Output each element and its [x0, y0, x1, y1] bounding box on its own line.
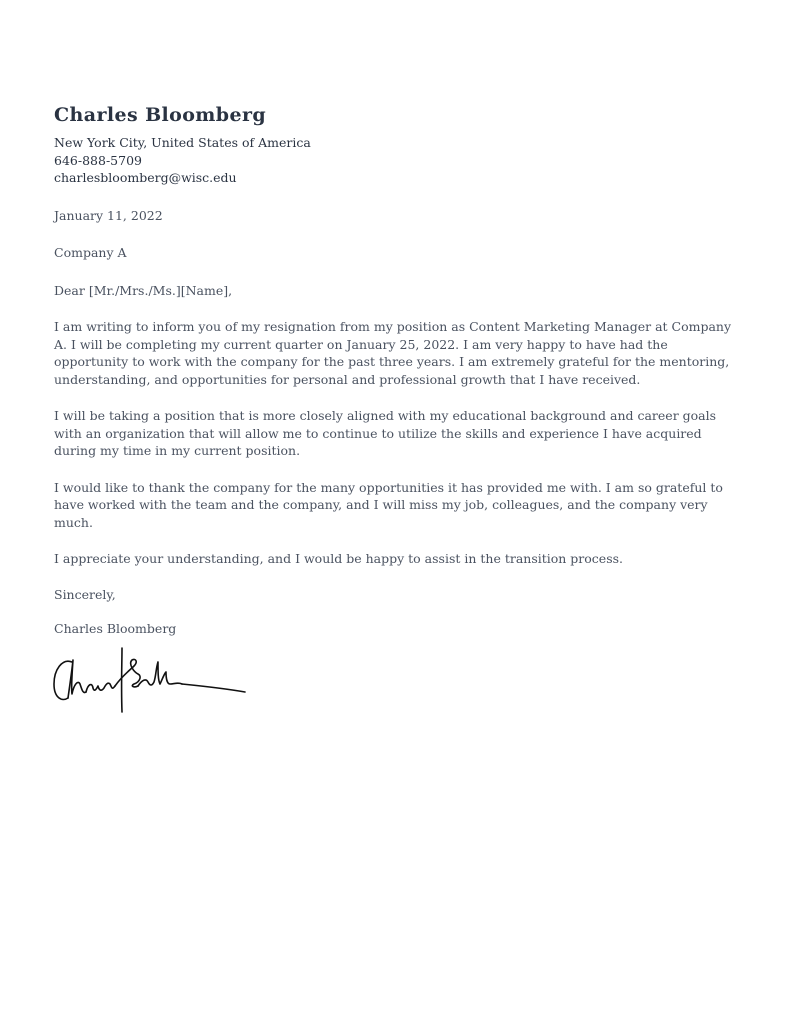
greeting: Dear [Mr./Mrs./Ms.][Name],	[54, 282, 233, 298]
signer-name: Charles Bloomberg	[54, 621, 177, 636]
body-paragraph-3: I would like to thank the company for the many opportunities it has provided me with. I am so grateful to have worked with the team and the company, and I will miss my job, colleagues, and the company very much.	[54, 479, 723, 530]
letter-date: January 11, 2022	[54, 207, 163, 223]
sender-location: New York City, United States of America	[54, 135, 311, 150]
letter-page	[54, 102, 744, 716]
closing: Sincerely,	[54, 586, 116, 602]
sender-phone: 646-888-5709	[54, 152, 142, 168]
recipient: Company A	[54, 245, 127, 260]
body-paragraph-1: I am writing to inform you of my resignation from my position as Content Marketing Manager at Company A. I will be completing my current quarter on January 25, 2022. I am very happy to have had the opportunity to work with the company for the past three years. I am extremely grateful for the mentoring, understanding, and opportunities for personal and professional growth that I have received.	[54, 319, 732, 387]
sender-email: charlesbloomberg@wisc.edu	[54, 170, 237, 185]
sender-name: Charles Bloomberg	[54, 104, 267, 126]
signature-image	[52, 644, 252, 716]
body-paragraph-4: I appreciate your understanding, and I would be happy to assist in the transition process.	[54, 551, 624, 566]
body-paragraph-2: I will be taking a position that is more closely aligned with my educational background and career goals with an organization that will allow me to continue to utilize the skills and experience I have acquired during my time in my current position.	[54, 408, 717, 458]
